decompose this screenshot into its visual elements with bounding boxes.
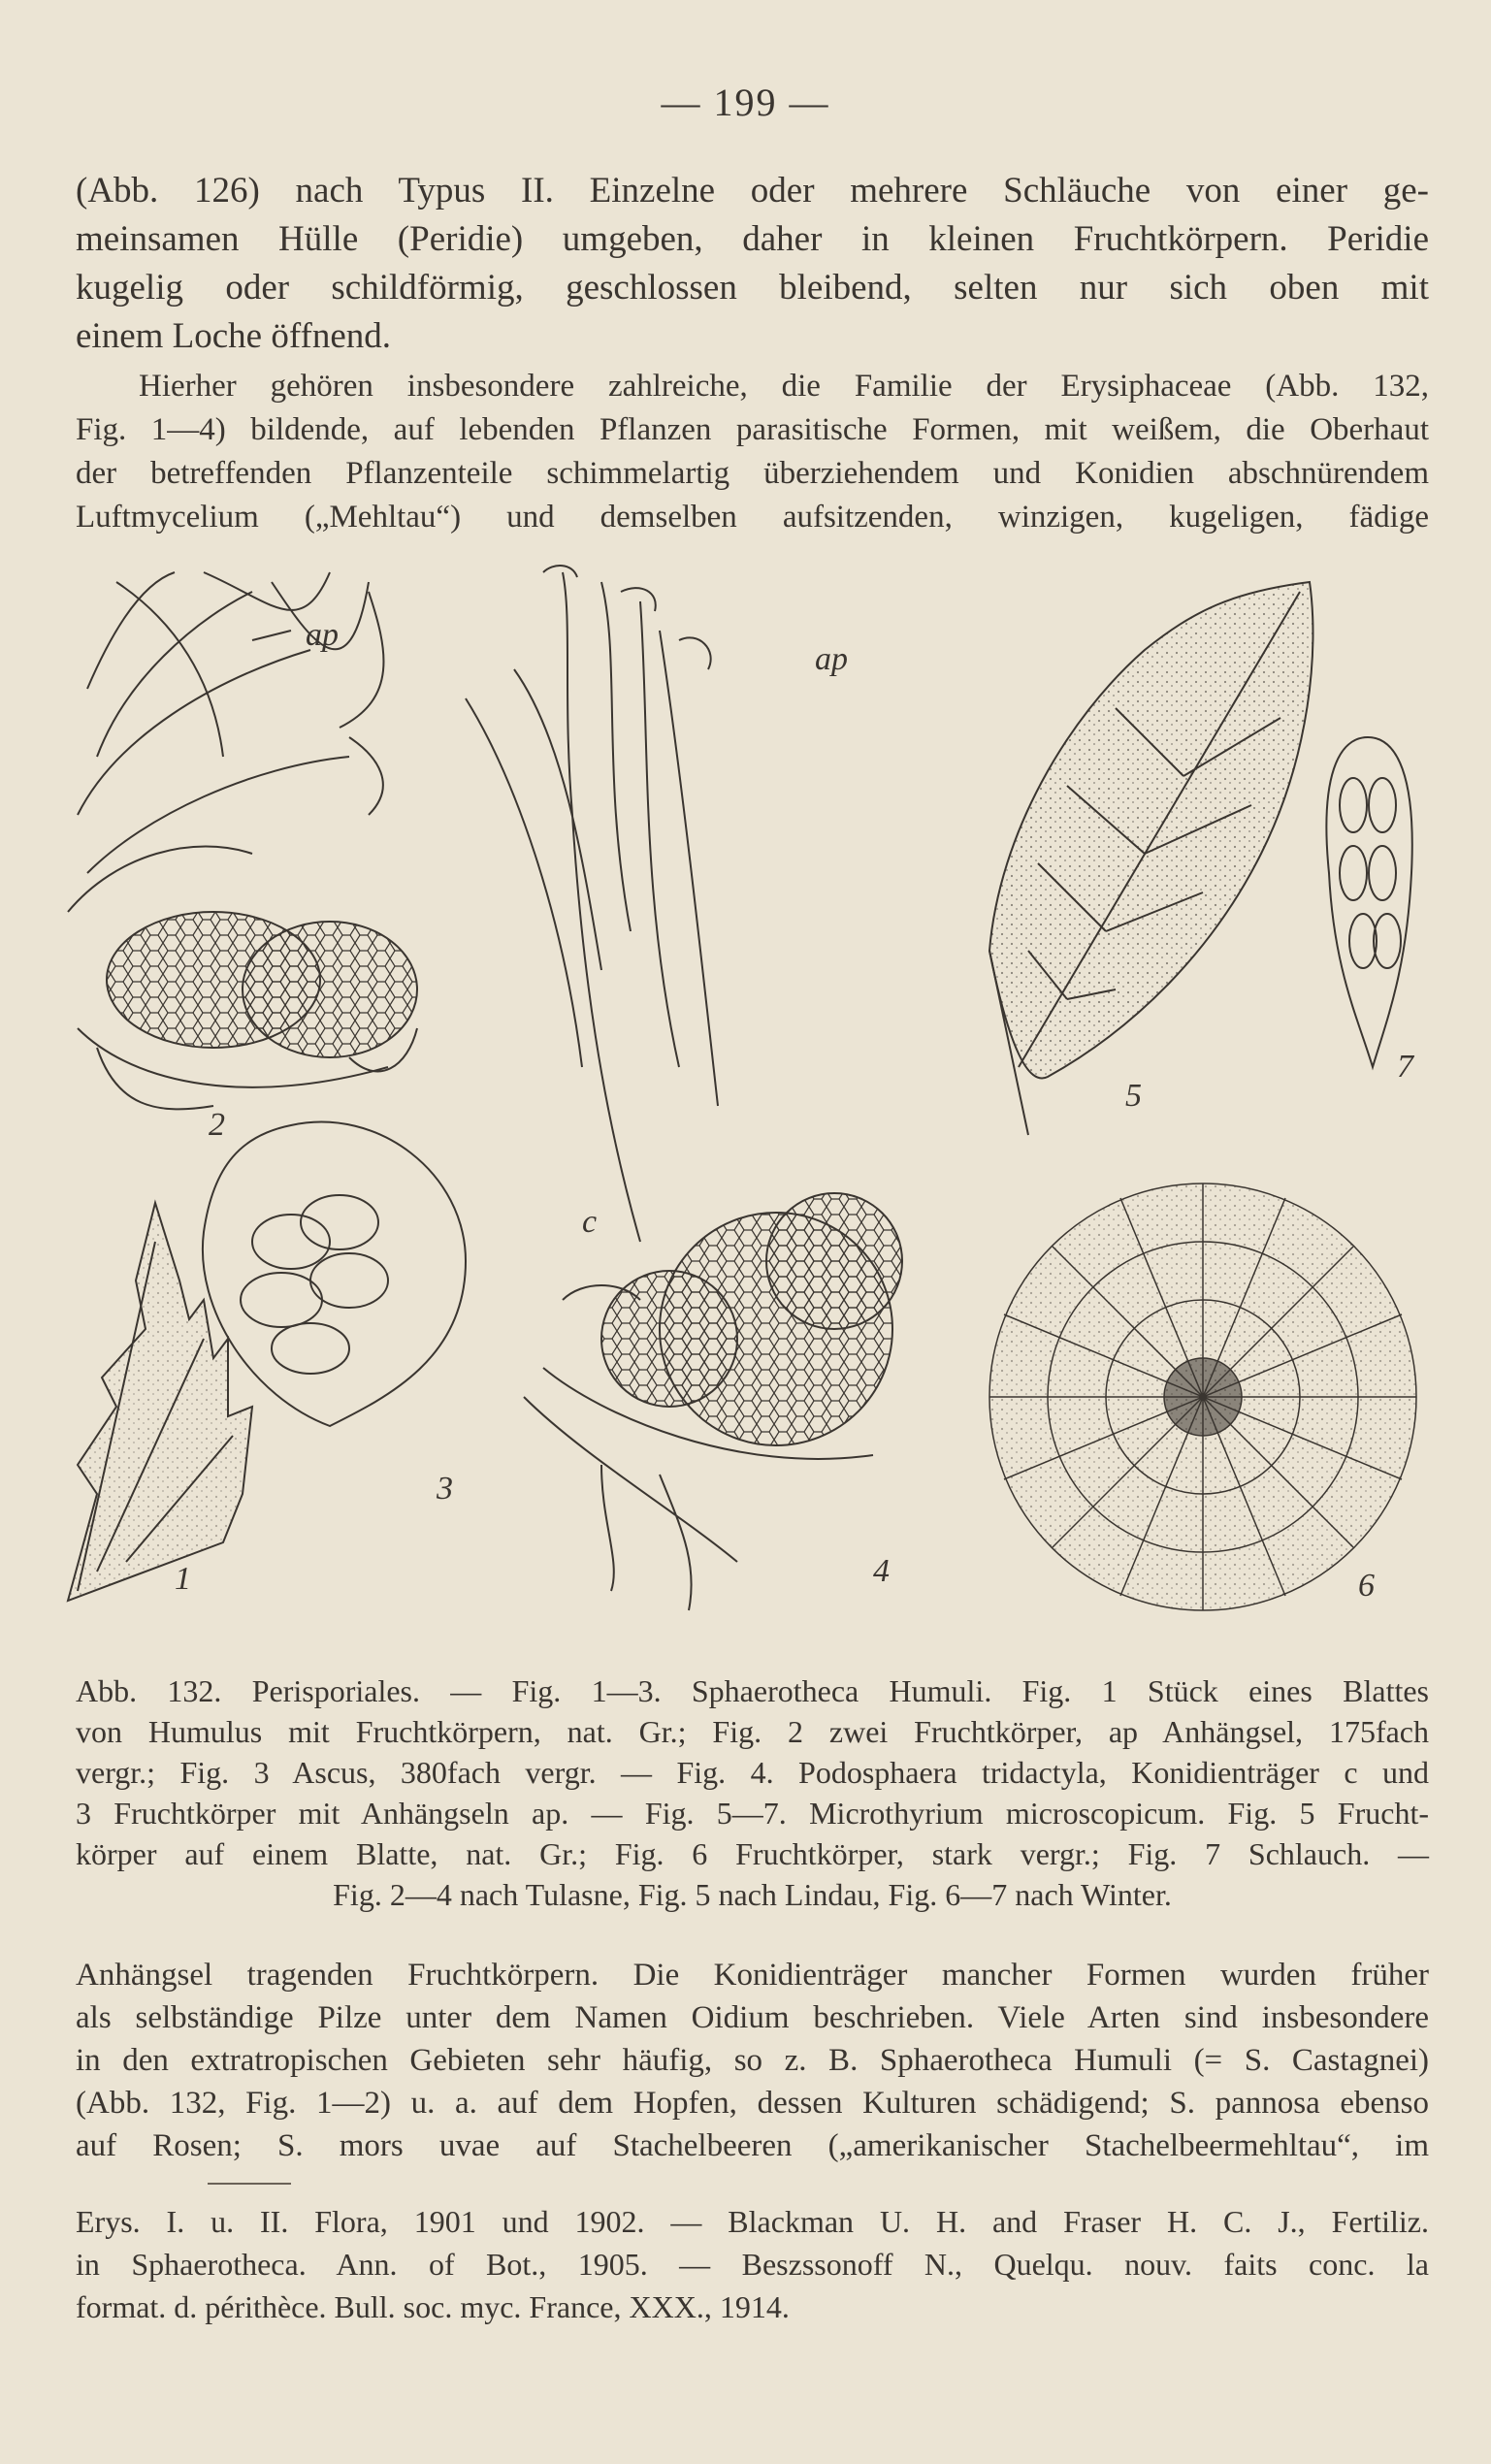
paragraph-1: [76, 167, 1429, 361]
footnote-line: format. d. périthèce. Bull. soc. myc. France, XXX., 1914.: [76, 2289, 790, 2324]
text-line: einem Loche öffnend.: [76, 316, 391, 356]
ap-label: ap: [306, 617, 339, 653]
text-line: auf Rosen; S. mors uvae auf Stachelbeeren („amerikanischer Stachelbeermehltau“, im: [76, 2128, 1429, 2163]
fig6-label: 6: [1358, 1568, 1375, 1604]
ap-label-2: ap: [815, 641, 848, 677]
text-line: Anhängsel tragenden Fruchtkörpern. Die Konidienträger mancher Formen wurden früher: [76, 1958, 1429, 1993]
paragraph-2: [76, 365, 1429, 539]
footnote-line: in Sphaerotheca. Ann. of Bot., 1905. — Beszssonoff N., Quelqu. nouv. faits conc. la: [76, 2247, 1429, 2282]
text-line: in den extratropischen Gebieten sehr häufig, so z. B. Sphaerotheca Humuli (= S. Castagnei): [76, 2043, 1429, 2078]
figure-illustration: [58, 563, 1436, 1649]
fig6-radial-fruit-body: [989, 1183, 1416, 1610]
fig3-ascus: [203, 1122, 466, 1426]
fig4-conidiophore: [466, 566, 902, 1610]
fig5-leaf: [989, 582, 1313, 1135]
fig4-label: 4: [873, 1553, 890, 1589]
fig7-schlauch: [1326, 737, 1411, 1067]
footnote-line: Erys. I. u. II. Flora, 1901 und 1902. — Blackman U. H. and Fraser H. C. J., Fertiliz.: [76, 2204, 1429, 2239]
c-label: c: [582, 1204, 598, 1240]
caption-line: körper auf einem Blatte, nat. Gr.; Fig. 6 Fruchtkörper, stark vergr.; Fig. 7 Schlauch. —: [76, 1836, 1429, 1871]
text-line: Hierher gehören insbesondere zahlreiche, die Familie der Erysiphaceae (Abb. 132,: [139, 369, 1429, 404]
paragraph-3: [76, 1954, 1429, 2167]
text-line: der betreffenden Pflanzenteile schimmelartig überziehendem und Konidien abschnürendem: [76, 456, 1429, 491]
caption-line: vergr.; Fig. 3 Ascus, 380fach vergr. — Fig. 4. Podosphaera tridactyla, Konidienträger c und: [76, 1755, 1429, 1790]
caption-line: Abb. 132. Perisporiales. — Fig. 1—3. Sphaerotheca Humuli. Fig. 1 Stück eines Blattes: [76, 1673, 1429, 1708]
text-line: als selbständige Pilze unter dem Namen Oidium beschrieben. Viele Arten sind insbesondere: [76, 2000, 1429, 2035]
fig2-label: 2: [209, 1107, 225, 1143]
fig5-label: 5: [1125, 1078, 1142, 1114]
text-line: (Abb. 132, Fig. 1—2) u. a. auf dem Hopfen, dessen Kulturen schädigend; S. pannosa ebenso: [76, 2086, 1429, 2121]
figure-caption: [76, 1670, 1429, 1915]
text-line: Luftmycelium („Mehltau“) und demselben aufsitzenden, winzigen, kugeligen, fädige: [76, 500, 1429, 535]
fig2-fruit-bodies: [68, 572, 417, 1109]
fig1-leaf-piece: [68, 1203, 252, 1601]
text-line: Fig. 1—4) bildende, auf lebenden Pflanzen parasitische Formen, mit weißem, die Oberhaut: [76, 412, 1429, 447]
text-line: (Abb. 126) nach Typus II. Einzelne oder mehrere Schläuche von einer ge-: [76, 171, 1429, 211]
fig3-label: 3: [437, 1471, 453, 1507]
page-number: — 199 —: [661, 81, 830, 124]
text-line: kugelig oder schildförmig, geschlossen bleibend, selten nur sich oben mit: [76, 268, 1429, 308]
text-line: meinsamen Hülle (Peridie) umgeben, daher in kleinen Fruchtkörpern. Peridie: [76, 219, 1429, 259]
footnote-rule: [208, 2183, 291, 2185]
footnote: [76, 2200, 1429, 2328]
botanical-drawing: [58, 563, 1436, 1649]
caption-line: Fig. 2—4 nach Tulasne, Fig. 5 nach Lindau, Fig. 6—7 nach Winter.: [333, 1877, 1172, 1912]
caption-line: 3 Fruchtkörper mit Anhängseln ap. — Fig. 5—7. Microthyrium microscopicum. Fig. 5 Frucht-: [76, 1796, 1429, 1831]
fig7-label: 7: [1397, 1049, 1413, 1085]
fig1-label: 1: [175, 1561, 191, 1597]
caption-line: von Humulus mit Fruchtkörpern, nat. Gr.; Fig. 2 zwei Fruchtkörper, ap Anhängsel, 175fach: [76, 1714, 1429, 1749]
